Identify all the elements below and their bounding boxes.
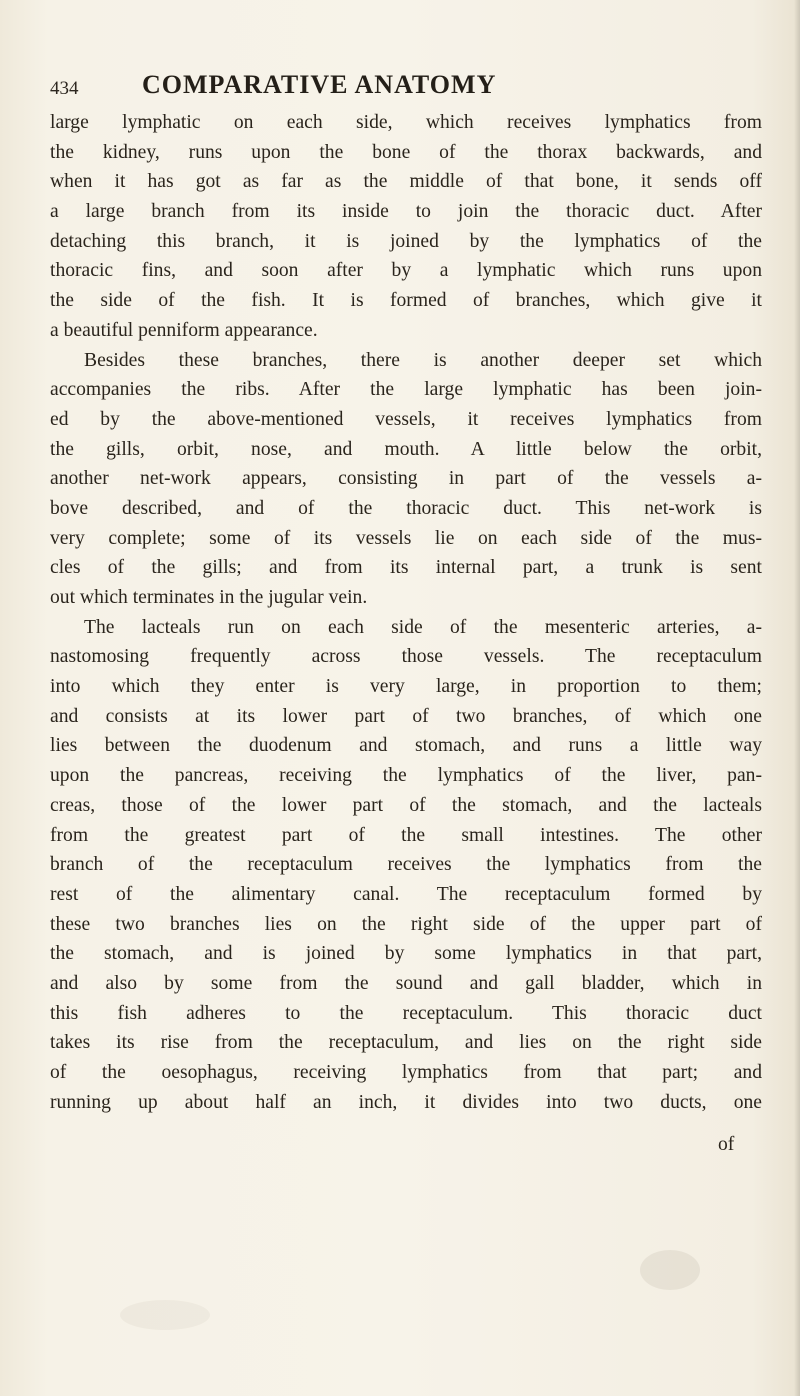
text-line: a beautiful penniform appearance. <box>50 319 318 341</box>
text-line: the stomach, and is joined by some lymphatics in that part, <box>50 943 762 965</box>
text-line: takes its rise from the receptaculum, and lies on the right side <box>50 1032 762 1054</box>
running-head <box>50 66 750 106</box>
paper-stain <box>640 1250 700 1290</box>
text-line: detaching this branch, it is joined by the lymphatics of the <box>50 230 762 252</box>
text-line: very complete; some of its vessels lie on each side of the mus- <box>50 527 762 549</box>
text-line: The lacteals run on each side of the mesenteric arteries, a- <box>84 616 762 638</box>
text-line: nastomosing frequently across those vessels. The receptaculum <box>50 646 762 668</box>
text-line: upon the pancreas, receiving the lymphatics of the liver, pan- <box>50 765 762 787</box>
page-number: 434 <box>50 78 79 99</box>
text-line: ed by the above-mentioned vessels, it receives lymphatics from <box>50 408 762 430</box>
text-line: and also by some from the sound and gall bladder, which in <box>50 972 762 994</box>
text-line: the gills, orbit, nose, and mouth. A little below the orbit, <box>50 438 762 460</box>
running-title: COMPARATIVE ANATOMY <box>142 70 497 99</box>
text-line: when it has got as far as the middle of that bone, it sends off <box>50 171 762 193</box>
text-line: these two branches lies on the right side of the upper part of <box>50 913 762 935</box>
body-text <box>50 108 762 1117</box>
text-line: accompanies the ribs. After the large lymphatic has been join- <box>50 379 762 401</box>
text-line: the side of the fish. It is formed of branches, which give it <box>50 290 762 312</box>
catchword: of <box>718 1134 735 1155</box>
paper-stain <box>120 1300 210 1330</box>
page-edge-shadow <box>794 0 800 1396</box>
text-line: thoracic fins, and soon after by a lymphatic which runs upon <box>50 260 762 282</box>
text-line: into which they enter is very large, in proportion to them; <box>50 676 762 698</box>
text-line: lies between the duodenum and stomach, and runs a little way <box>50 735 762 757</box>
text-line: another net-work appears, consisting in part of the vessels a- <box>50 468 762 490</box>
text-line: branch of the receptaculum receives the lymphatics from the <box>50 854 762 876</box>
text-line: out which terminates in the jugular vein. <box>50 587 368 608</box>
text-line: from the greatest part of the small intestines. The other <box>50 824 762 846</box>
text-line: the kidney, runs upon the bone of the thorax backwards, and <box>50 141 762 163</box>
text-line: rest of the alimentary canal. The receptaculum formed by <box>50 883 762 905</box>
text-line: large lymphatic on each side, which receives lymphatics from <box>50 112 762 133</box>
text-line: cles of the gills; and from its internal part, a trunk is sent <box>50 557 762 579</box>
text-line: this fish adheres to the receptaculum. This thoracic duct <box>50 1002 762 1024</box>
text-line: a large branch from its inside to join the thoracic duct. After <box>50 201 762 223</box>
text-line: bove described, and of the thoracic duct. This net-work is <box>50 497 762 519</box>
text-line: running up about half an inch, it divides into two ducts, one <box>50 1091 762 1113</box>
text-line: of the oesophagus, receiving lymphatics from that part; and <box>50 1062 762 1083</box>
text-line: Besides these branches, there is another deeper set which <box>84 349 762 371</box>
text-line: and consists at its lower part of two branches, of which one <box>50 705 762 727</box>
text-line: creas, those of the lower part of the stomach, and the lacteals <box>50 794 762 816</box>
